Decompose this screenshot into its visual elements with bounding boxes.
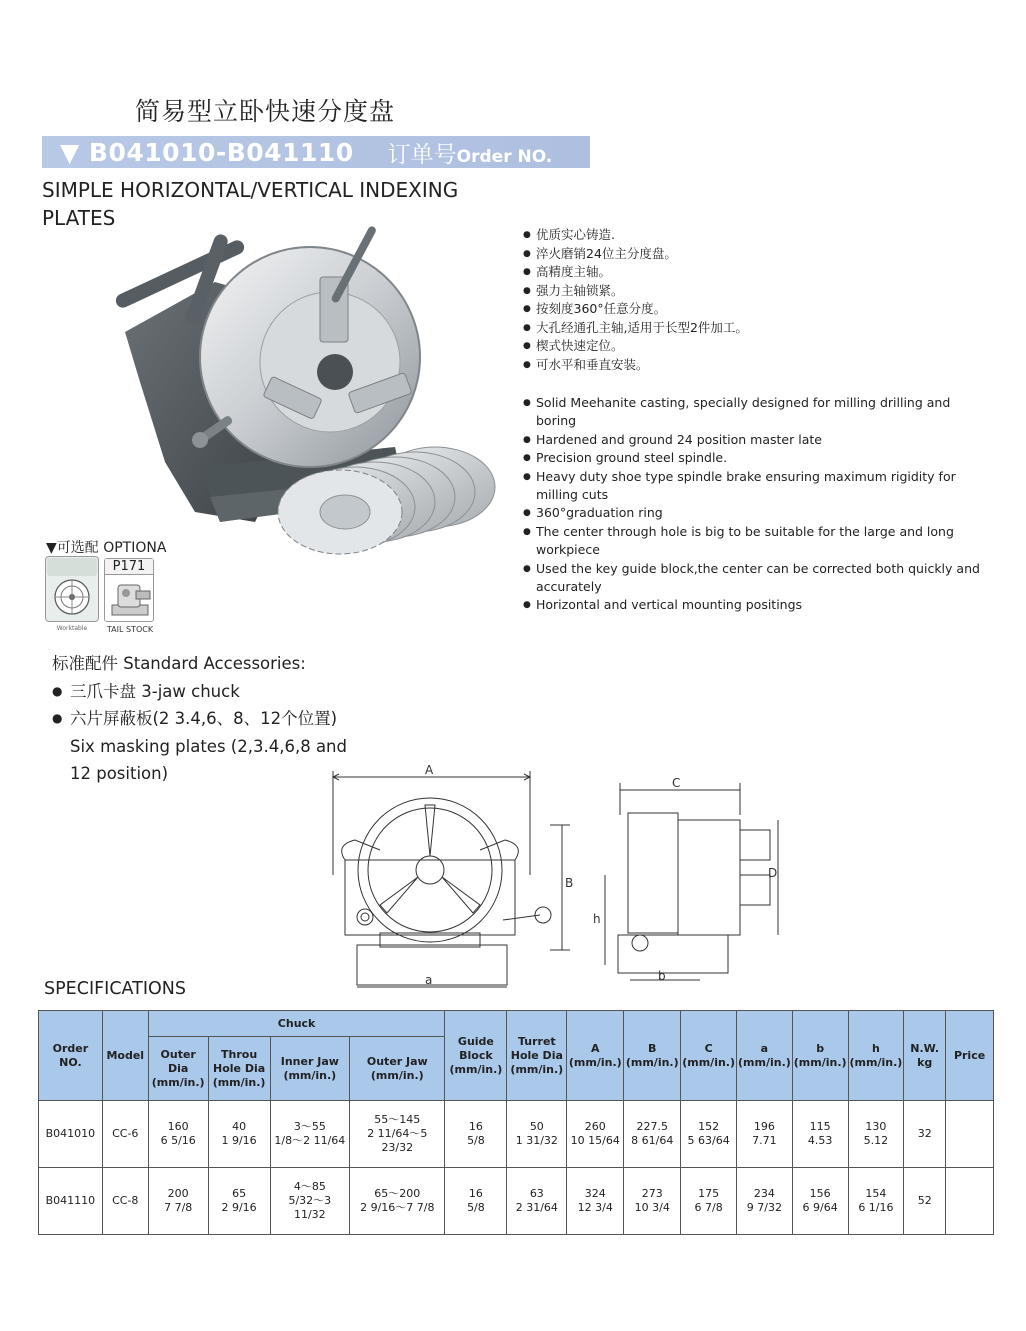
english-title: SIMPLE HORIZONTAL/VERTICAL INDEXING PLATES	[42, 178, 459, 230]
col-outer-jaw: Outer Jaw (mm/in.)	[350, 1037, 445, 1101]
cell-A: 324 12 3/4	[567, 1168, 624, 1235]
col-C: C (mm/in.)	[681, 1011, 737, 1101]
feature-en-item: ● Heavy duty shoe type spindle brake ensuring maximum rigidity for milling cuts	[523, 468, 993, 505]
cell-outer-jaw: 65～200 2 9/16～7 7/8	[350, 1168, 445, 1235]
feature-cn-item: ● 可水平和垂直安装。	[523, 356, 993, 375]
col-B: B (mm/in.)	[624, 1011, 681, 1101]
cell-C: 175 6 7/8	[681, 1168, 737, 1235]
tailstock-thumbnail	[104, 558, 154, 622]
cell-inner-jaw: 3～55 1/8～2 11/64	[270, 1101, 350, 1168]
feature-list	[523, 226, 993, 615]
cell-A: 260 10 15/64	[567, 1101, 624, 1168]
product-image	[105, 222, 500, 567]
cell-outer-jaw: 55～145 2 11/64～5 23/32	[350, 1101, 445, 1168]
worktable-caption: Worktable	[56, 625, 88, 632]
dim-label-A: A	[425, 765, 434, 777]
col-b: b (mm/in.)	[792, 1011, 848, 1101]
tailstock-icon	[106, 577, 154, 621]
chinese-title: 简易型立卧快速分度盘	[135, 97, 396, 126]
col-order-no: Order NO.	[39, 1011, 103, 1101]
col-A: A (mm/in.)	[567, 1011, 624, 1101]
col-throu-hole: Throu Hole Dia (mm/in.)	[208, 1037, 270, 1101]
col-model: Model	[102, 1011, 148, 1101]
cell-throu-hole: 65 2 9/16	[208, 1168, 270, 1235]
cell-nw: 52	[904, 1168, 946, 1235]
feature-cn-item: ● 优质实心铸造.	[523, 226, 993, 245]
cell-turret-hole: 63 2 31/64	[507, 1168, 567, 1235]
cell-price	[946, 1101, 994, 1168]
feature-cn-item: ● 高精度主轴。	[523, 263, 993, 282]
order-number-label	[388, 136, 553, 169]
col-inner-jaw: Inner Jaw (mm/in.)	[270, 1037, 350, 1101]
cell-b: 115 4.53	[792, 1101, 848, 1168]
feature-cn-item: ● 楔式快速定位。	[523, 337, 993, 356]
feature-en-item: ● Solid Meehanite casting, specially designed for milling drilling and boring	[523, 394, 993, 431]
front-view-drawing	[325, 765, 575, 990]
dim-label-a: a	[425, 973, 433, 987]
feature-en-item: ● Hardened and ground 24 position master late	[523, 431, 993, 449]
worktable-icon	[46, 557, 98, 621]
dim-label-B: B	[565, 876, 574, 890]
cell-order-no: B041010	[39, 1101, 103, 1168]
cell-h: 130 5.12	[848, 1101, 904, 1168]
cell-a: 196 7.71	[737, 1101, 793, 1168]
cell-model: CC-6	[102, 1101, 148, 1168]
col-a: a (mm/in.)	[737, 1011, 793, 1101]
feature-list-en	[523, 394, 993, 615]
order-label-cn: 订单号	[387, 141, 457, 168]
col-chuck: Chuck	[148, 1011, 445, 1037]
feature-en-item: ● The center through hole is big to be suitable for the large and long workpiece	[523, 523, 993, 560]
cell-guide-block: 16 5/8	[445, 1168, 507, 1235]
dim-label-C: C	[672, 776, 681, 790]
cell-nw: 32	[904, 1101, 946, 1168]
feature-cn-item: ● 强力主轴锁紧。	[523, 282, 993, 301]
dim-label-D: D	[768, 866, 778, 880]
cell-price	[946, 1168, 994, 1235]
col-turret-hole: Turret Hole Dia (mm/in.)	[507, 1011, 567, 1101]
col-nw: N.W. kg	[904, 1011, 946, 1101]
cell-guide-block: 16 5/8	[445, 1101, 507, 1168]
feature-cn-item: ● 大孔经通孔主轴,适用于长型2件加工。	[523, 319, 993, 338]
dim-label-h: h	[593, 912, 601, 926]
feature-en-item: ● Precision ground steel spindle.	[523, 449, 993, 467]
cell-turret-hole: 50 1 31/32	[507, 1101, 567, 1168]
table-row	[39, 1101, 994, 1168]
col-price: Price	[946, 1011, 994, 1101]
cell-B: 227.5 8 61/64	[624, 1101, 681, 1168]
feature-list-cn	[523, 226, 993, 374]
feature-cn-item: ● 淬火磨销24位主分度盘。	[523, 245, 993, 264]
optional-label: ▼可选配 OPTIONA	[46, 540, 167, 556]
cell-B: 273 10 3/4	[624, 1168, 681, 1235]
tailstock-caption: TAIL STOCK	[106, 625, 154, 634]
standard-accessories-title: 标准配件 Standard Accessories:	[52, 654, 306, 673]
order-label-en: Order NO.	[456, 146, 553, 167]
cell-C: 152 5 63/64	[681, 1101, 737, 1168]
cell-throu-hole: 40 1 9/16	[208, 1101, 270, 1168]
feature-en-item: ● Used the key guide block,the center can be corrected both quickly and accurately	[523, 560, 993, 597]
cell-model: CC-8	[102, 1168, 148, 1235]
side-view-drawing	[590, 775, 790, 985]
cell-b: 156 6 9/64	[792, 1168, 848, 1235]
accessory-item-desc: Six masking plates (2,3.4,6,8 and	[70, 736, 347, 756]
accessory-item-desc: 12 position)	[70, 764, 169, 783]
cell-inner-jaw: 4～85 5/32～3 11/32	[270, 1168, 350, 1235]
table-row	[39, 1168, 994, 1235]
worktable-thumbnail	[45, 556, 99, 622]
specifications-title: SPECIFICATIONS	[44, 979, 186, 999]
cell-h: 154 6 1/16	[848, 1168, 904, 1235]
accessory-item: ● 六片屏蔽板(2 3.4,6、8、12个位置)	[52, 705, 347, 733]
feature-cn-item: ● 按刻度360°任意分度。	[523, 300, 993, 319]
standard-accessories	[52, 650, 347, 788]
accessory-item: ● 三爪卡盘 3-jaw chuck	[52, 678, 347, 706]
col-outer-dia: Outer Dia (mm/in.)	[148, 1037, 208, 1101]
cell-outer-dia: 200 7 7/8	[148, 1168, 208, 1235]
dim-label-b: b	[658, 969, 666, 983]
specifications-table	[38, 1010, 994, 1235]
tailstock-page-ref: P171	[105, 559, 153, 575]
cell-outer-dia: 160 6 5/16	[148, 1101, 208, 1168]
col-guide-block: Guide Block (mm/in.)	[445, 1011, 507, 1101]
cell-a: 234 9 7/32	[737, 1168, 793, 1235]
feature-en-item: ● Horizontal and vertical mounting positings	[523, 596, 993, 614]
order-code-range: ▼ B041010-B041110	[60, 137, 354, 167]
cell-order-no: B041110	[39, 1168, 103, 1235]
col-h: h (mm/in.)	[848, 1011, 904, 1101]
feature-en-item: ● 360°graduation ring	[523, 504, 993, 522]
order-banner	[42, 136, 590, 168]
